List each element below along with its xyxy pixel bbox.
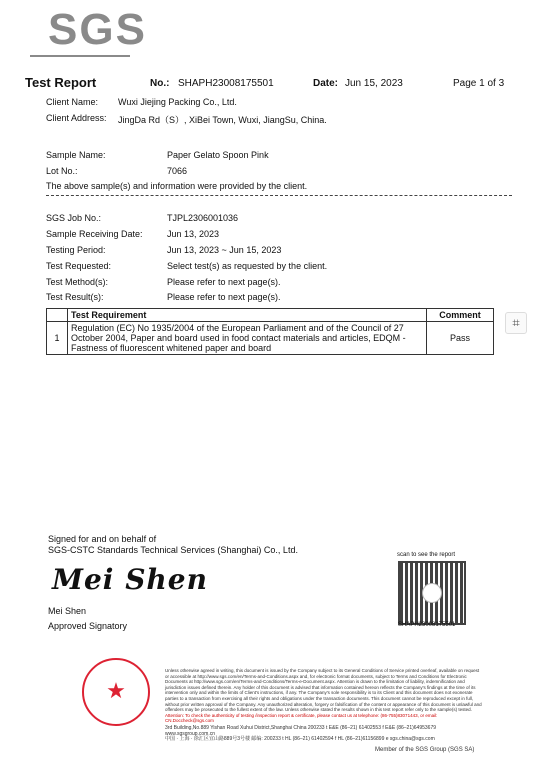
signature: Mei Shen <box>52 563 208 596</box>
receiving-date-label: Sample Receiving Date: <box>46 229 143 239</box>
client-name-label: Client Name: <box>46 97 99 107</box>
table-header-row <box>47 309 494 322</box>
test-method-label: Test Method(s): <box>46 277 109 287</box>
qr-scan-icon[interactable]: ⌗ <box>505 312 527 334</box>
table-row <box>47 322 494 355</box>
sample-name-value: Paper Gelato Spoon Pink <box>167 150 269 160</box>
job-no-label: SGS Job No.: <box>46 213 102 223</box>
footer-member: Member of the SGS Group (SGS SA) <box>375 747 475 753</box>
client-address-value: JingDa Rd（S）, XiBei Town, Wuxi, JiangSu, China. <box>118 115 327 125</box>
test-requested-value: Select test(s) as requested by the client. <box>167 261 328 271</box>
signed-company-line: SGS-CSTC Standards Technical Services (Shanghai) Co., Ltd. <box>48 545 298 555</box>
dashed-divider <box>46 195 512 196</box>
client-address-label: Client Address: <box>46 113 107 123</box>
sgs-logo: SGS <box>48 5 147 54</box>
row-requirement: Regulation (EC) No 1935/2004 of the European Parliament and of the Council of 27 October 2004, Paper and board used in food contact materials and articles, EDQM - Fastness of fluorescent whitened paper and board <box>68 322 427 355</box>
table-header-no <box>47 309 68 322</box>
signatory-role: Approved Signatory <box>48 621 128 631</box>
test-requirement-table <box>46 308 494 355</box>
lot-no-value: 7066 <box>167 166 188 176</box>
table-header-requirement: Test Requirement <box>68 309 427 322</box>
test-result-label: Test Result(s): <box>46 292 104 302</box>
test-method-value: Please refer to next page(s). <box>167 277 281 287</box>
report-no-value: SHAPH23008175501 <box>178 78 274 89</box>
row-comment: Pass <box>427 322 494 355</box>
table-header-comment: Comment <box>427 309 494 322</box>
test-result-value: Please refer to next page(s). <box>167 292 281 302</box>
sample-note: The above sample(s) and information were provided by the client. <box>46 181 308 191</box>
report-date-value: Jun 15, 2023 <box>345 78 403 89</box>
row-number: 1 <box>47 322 68 355</box>
job-no-value: TJPL2306001036 <box>167 213 239 223</box>
testing-period-value: Jun 13, 2023 ~ Jun 15, 2023 <box>167 245 282 255</box>
address-line-2: 中国 · 上海 · 徐汇区宜山路889号3号楼 邮编: 200233 t HL (86–21) 61402594 f HL (86–21)61156899 e sgs.china@sgs.com <box>165 736 435 743</box>
qr-code[interactable] <box>398 561 466 625</box>
attention-text: Attention: To check the authenticity of testing /inspection report & certificate, please contact us at telephone: (86-755)83071443, or email: CN.Doccheck@sgs.com <box>165 712 438 724</box>
page-number: Page 1 of 3 <box>453 78 505 89</box>
fine-print <box>165 668 483 743</box>
report-title: Test Report <box>25 75 97 90</box>
test-requested-label: Test Requested: <box>46 261 112 271</box>
client-name-value: Wuxi Jiejing Packing Co., Ltd. <box>118 97 237 107</box>
logo-underline <box>30 55 130 57</box>
lot-no-label: Lot No.: <box>46 166 78 176</box>
receiving-date-value: Jun 13, 2023 <box>167 229 220 239</box>
testing-period-label: Testing Period: <box>46 245 106 255</box>
company-seal <box>82 658 150 726</box>
terms-text: Unless otherwise agreed in writing, this document is issued by the Company subject to its General Conditions of Service printed overleaf, available on request or accessible at http://www.sgs.com/en/Terms-and-Conditions.aspx and, for electronic format documents, subject to Terms and Conditions for Electronic Documents at http://www.sgs.com/en/Terms-and-Conditions/Terms-e-Document.aspx. Attention is drawn to the limitation of liability, indemnification and jurisdiction issues defined therein. Any holder of this document is advised that information contained hereon reflects the Company's findings at the time of its intervention only and within the limits of Client's instructions, if any. The Company's sole responsibility is to its Client and this document does not exonerate parties to a transaction from exercising all their rights and obligations under the transaction documents. This document cannot be reproduced except in full, without prior written approval of the Company. Any unauthorized alteration, forgery or falsification of the content or appearance of this document is unlawful and offenders may be prosecuted to the fullest extent of the law. Unless otherwise stated the results shown in this test report refer only to the sample(s) tested. <box>165 668 482 713</box>
qr-caption: scan to see the report <box>397 552 456 558</box>
report-no-label: No.: <box>150 78 170 89</box>
star-icon: ★ <box>106 678 126 703</box>
address-line-1: 3rd Building,No.889 Yishan Road Xuhui District,Shanghai China 200233 t E&E (86–21) 61402553 f E&E (86–21)64953679 www.sgsgroup.com.cn <box>165 724 437 737</box>
qr-code-number: SHAPH23008175501 <box>398 622 456 628</box>
sample-name-label: Sample Name: <box>46 150 106 160</box>
report-date-label: Date: <box>313 78 339 89</box>
signatory-name: Mei Shen <box>48 606 87 616</box>
signed-for-line: Signed for and on behalf of <box>48 534 157 544</box>
